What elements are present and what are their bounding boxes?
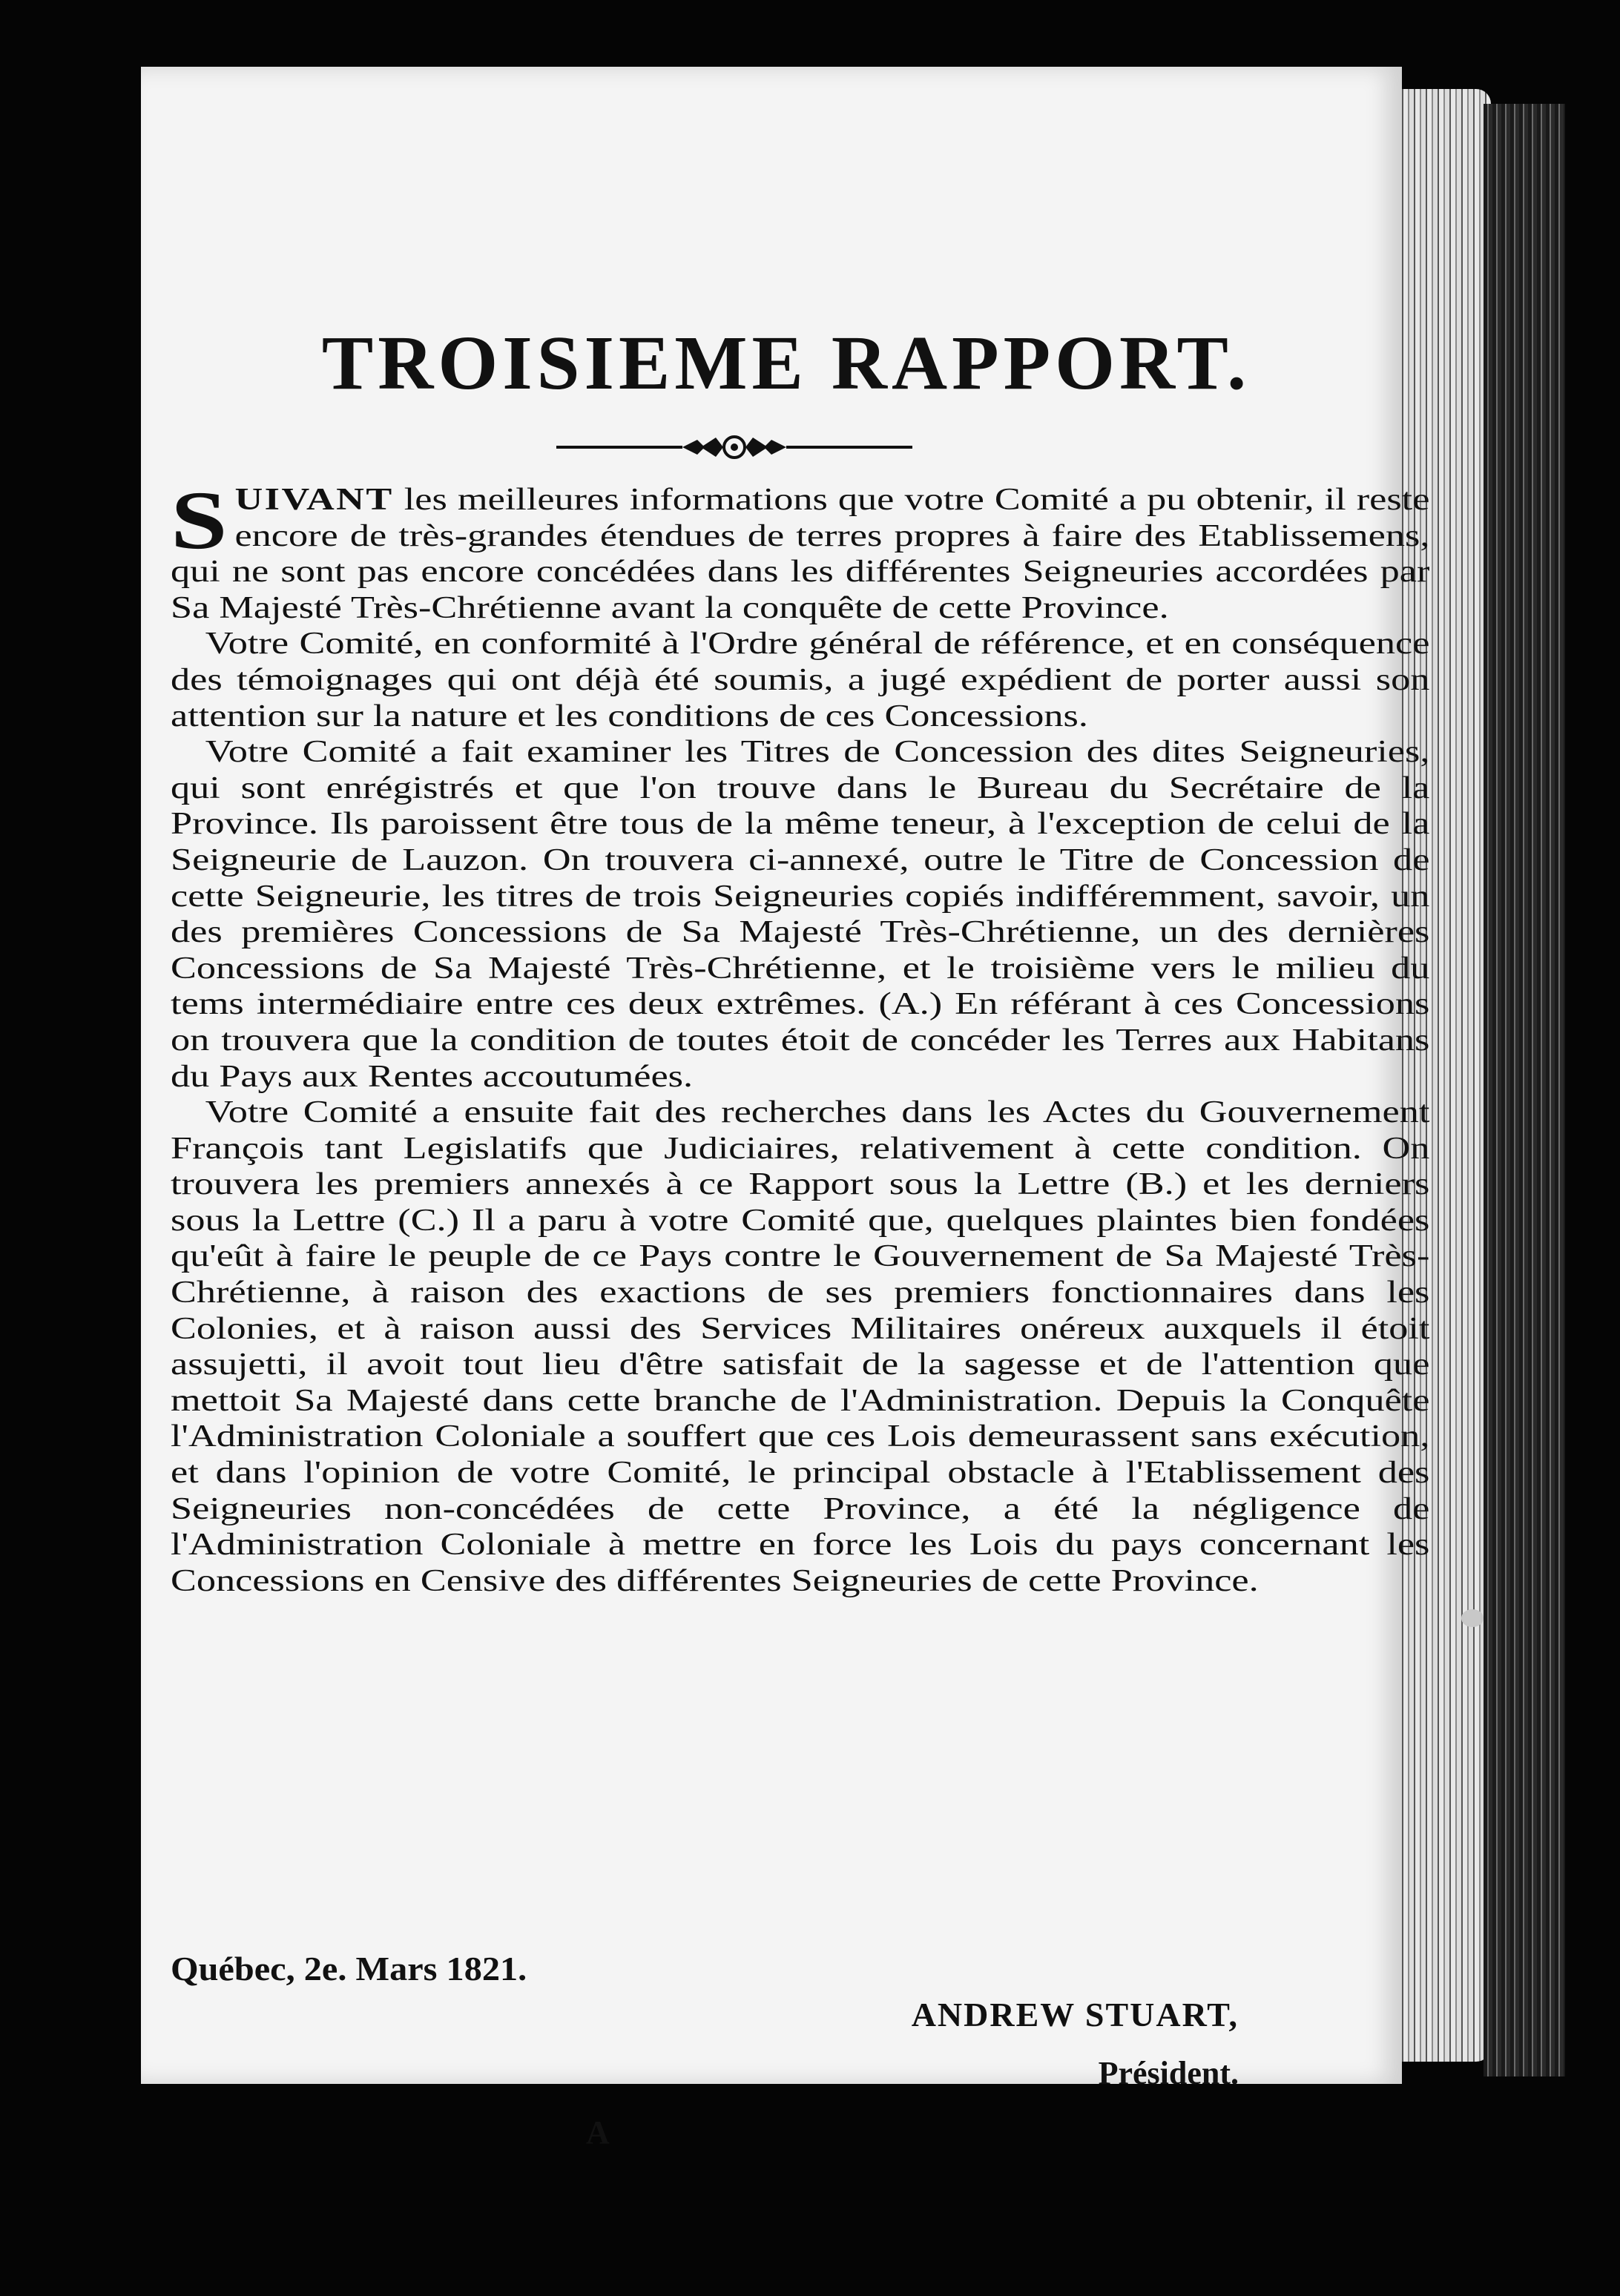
lead-word: UIVANT [234, 482, 394, 517]
drop-cap: S [171, 475, 228, 567]
signature-mark: A [586, 2114, 610, 2151]
document-page [141, 67, 1430, 2151]
report-body [171, 475, 1430, 1599]
paragraph-2: Votre Comité, en conformité à l'Ordre général de référence, et en conséquence des témoignages qui ont déjà été soumis, a jugé expédient de porter aussi son attention sur la nature et les conditions de ces Concessions. [171, 626, 1430, 733]
signer-title: Président. [1098, 2055, 1239, 2091]
document-title: TROISIEME RAPPORT. [321, 320, 1251, 406]
ornament-rule-icon [556, 429, 912, 466]
paragraph-3: Votre Comité a fait examiner les Titres de Concession des dites Seigneuries, qui sont enrégistrés et que l'on trouve dans le Bureau du Secrétaire de la Province. Ils paroissent être tous de la même teneur, à l'exception de celui de la Seigneurie de Lauzon. On trouvera ci-annexé, outre le Titre de Concession de cette Seigneurie, les titres de trois Seigneuries copiés indifféremment, savoir, un des premières Concessions de Sa Majesté Très-Chrétienne, un des dernières Concessions de Sa Majesté Très-Chrétienne, et le troisième vers le milieu du tems intermédiaire entre ces deux extrêmes. (A.) En référant à ces Concessions on trouvera que la condition de toutes étoit de concéder les Terres aux Habitans du Pays aux Rentes accoutumées. [171, 734, 1430, 1094]
paragraph-1 [171, 475, 1430, 626]
paragraph-4: Votre Comité a ensuite fait des recherches dans les Actes du Gouvernement François tant Legislatifs que Judiciaires, relativement à cette condition. On trouvera les premiers annexés à ce Rapport sous la Lettre (B.) et les derniers sous la Lettre (C.) Il a paru à votre Comité que, quelques plaintes bien fondées qu'eût à faire le peuple de ce Pays contre le Gouvernement de Sa Majesté Très-Chrétienne, à raison des exactions de ses premiers fonctionnaires dans les Colonies, et à raison aussi des Services Militaires onéreux auxquels il étoit assujetti, il avoit tout lieu d'être satisfait de la sagesse et de l'attention que mettoit Sa Majesté dans cette branche de l'Administration. Depuis la Conquête l'Administration Coloniale a souffert que ces Lois demeurassent sans exécution, et dans l'opinion de votre Comité, le principal obstacle à l'Etablissement des Seigneuries non-concédées de cette Province, a été la négligence de l'Administration Coloniale à mettre en force les Lois du pays concernant les Concessions en Censive des différentes Seigneuries de cette Province. [171, 1095, 1430, 1598]
dateline: Québec, 2e. Mars 1821. [171, 1950, 527, 1987]
signer-name: ANDREW STUART, [911, 1996, 1239, 2033]
paragraph-1-text: les meilleures informations que votre Comité a pu obtenir, il reste encore de très-grandes étendues de terres propres à faire des Etablissemens, qui ne sont pas encore concédées dans les différentes Seigneuries accordées par Sa Majesté Très-Chrétienne avant la conquête de cette Province. [171, 482, 1430, 625]
paper-speck [1461, 1609, 1484, 1627]
book-spine-edge [1484, 104, 1565, 2076]
